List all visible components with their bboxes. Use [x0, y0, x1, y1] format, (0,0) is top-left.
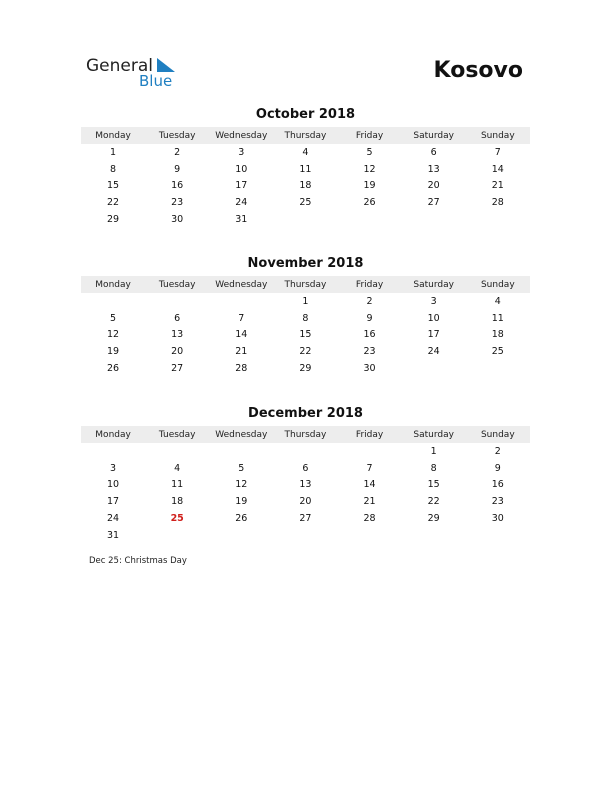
weekday-label: Friday	[355, 429, 384, 440]
day-cell: 4	[494, 295, 501, 307]
day-cell: 7	[238, 312, 245, 324]
weekday-label: Tuesday	[158, 130, 196, 141]
day-cell: 14	[491, 163, 504, 175]
day-cell: 3	[110, 462, 117, 474]
day-cell: 8	[302, 312, 309, 324]
month-calendar	[81, 256, 530, 377]
day-cell: 29	[299, 363, 312, 375]
day-cell: 19	[235, 496, 248, 508]
logo-triangle-icon	[157, 58, 175, 72]
month-calendar	[81, 107, 530, 228]
day-cell: 20	[171, 346, 184, 358]
day-cell: 13	[427, 163, 440, 175]
weekday-label: Sunday	[480, 279, 515, 290]
day-cell: 26	[363, 197, 376, 209]
day-cell: 18	[299, 180, 312, 192]
day-cell: 9	[174, 163, 181, 175]
day-cell: 26	[235, 513, 248, 525]
day-cell: 6	[302, 462, 309, 474]
week-row	[81, 477, 530, 494]
weekday-label: Wednesday	[215, 429, 268, 440]
day-cell: 4	[302, 146, 309, 158]
day-cell: 20	[299, 496, 312, 508]
day-cell: 28	[363, 513, 376, 525]
day-cell: 11	[299, 163, 312, 175]
logo-text-general: General	[86, 56, 153, 76]
weekday-label: Friday	[355, 279, 384, 290]
day-cell: 24	[427, 346, 440, 358]
day-cell: 12	[235, 479, 248, 491]
day-cell: 16	[171, 180, 184, 192]
day-cell: 5	[366, 146, 373, 158]
day-cell: 24	[235, 197, 248, 209]
week-row	[81, 493, 530, 510]
day-cell: 10	[427, 312, 440, 324]
day-cell: 31	[107, 529, 120, 541]
weekday-label: Thursday	[284, 429, 327, 440]
week-row	[81, 460, 530, 477]
weekday-label: Sunday	[480, 130, 515, 141]
day-cell: 5	[238, 462, 245, 474]
day-cell: 8	[110, 163, 117, 175]
weekday-label: Monday	[95, 279, 131, 290]
day-cell: 9	[366, 312, 373, 324]
weekday-label: Saturday	[413, 130, 454, 141]
day-cell: 1	[302, 295, 309, 307]
week-row	[81, 194, 530, 211]
day-cell: 17	[235, 180, 248, 192]
day-cell: 30	[363, 363, 376, 375]
day-cell: 16	[491, 479, 504, 491]
weekday-label: Tuesday	[158, 279, 196, 290]
month-calendar	[81, 406, 530, 544]
week-row	[81, 161, 530, 178]
day-cell: 21	[235, 346, 248, 358]
day-cell: 13	[299, 479, 312, 491]
day-cell: 1	[430, 445, 437, 457]
day-cell: 23	[491, 496, 504, 508]
week-row	[81, 178, 530, 195]
weekday-label: Saturday	[413, 279, 454, 290]
day-cell: 22	[107, 197, 120, 209]
day-cell: 4	[174, 462, 181, 474]
day-cell: 17	[107, 496, 120, 508]
day-cell: 19	[363, 180, 376, 192]
day-cell: 22	[427, 496, 440, 508]
day-cell: 7	[494, 146, 501, 158]
week-row	[81, 310, 530, 327]
day-cell: 3	[238, 146, 245, 158]
month-title: October 2018	[255, 107, 356, 122]
logo-text-blue: Blue	[139, 72, 173, 90]
weekday-label: Thursday	[284, 130, 327, 141]
day-cell-holiday: 25	[170, 513, 184, 525]
day-cell: 11	[171, 479, 184, 491]
day-cell: 24	[107, 513, 120, 525]
weekday-label: Monday	[95, 429, 131, 440]
day-cell: 20	[427, 180, 440, 192]
weekday-label: Sunday	[480, 429, 515, 440]
day-cell: 6	[174, 312, 181, 324]
month-title: December 2018	[248, 406, 363, 421]
week-row	[81, 144, 530, 161]
week-row	[81, 510, 530, 527]
holiday-notes: Dec 25: Christmas Day	[89, 556, 187, 566]
day-cell: 2	[366, 295, 373, 307]
day-cell: 21	[491, 180, 504, 192]
weekday-label: Tuesday	[158, 429, 196, 440]
day-cell: 2	[494, 445, 501, 457]
day-cell: 26	[107, 363, 120, 375]
day-cell: 15	[107, 180, 120, 192]
day-cell: 27	[299, 513, 312, 525]
month-title: November 2018	[247, 256, 364, 271]
weekday-header	[81, 127, 530, 144]
week-row	[81, 327, 530, 344]
day-cell: 15	[299, 329, 312, 341]
day-cell: 6	[430, 146, 437, 158]
week-row	[81, 527, 530, 544]
day-cell: 15	[427, 479, 440, 491]
day-cell: 2	[174, 146, 181, 158]
day-cell: 19	[107, 346, 120, 358]
day-cell: 9	[494, 462, 501, 474]
day-cell: 28	[235, 363, 248, 375]
day-cell: 18	[171, 496, 184, 508]
day-cell: 14	[363, 479, 376, 491]
day-cell: 13	[171, 329, 184, 341]
day-cell: 27	[427, 197, 440, 209]
country-title: Kosovo	[433, 58, 523, 83]
brand-logo	[86, 56, 186, 92]
day-cell: 17	[427, 329, 440, 341]
day-cell: 10	[235, 163, 248, 175]
weekday-label: Friday	[355, 130, 384, 141]
day-cell: 12	[107, 329, 120, 341]
weekday-header	[81, 276, 530, 293]
day-cell: 14	[235, 329, 248, 341]
week-row	[81, 211, 530, 228]
day-cell: 30	[171, 214, 184, 226]
day-cell: 29	[427, 513, 440, 525]
day-cell: 25	[299, 197, 312, 209]
day-cell: 31	[235, 214, 248, 226]
day-cell: 10	[107, 479, 120, 491]
day-cell: 3	[430, 295, 437, 307]
week-row	[81, 293, 530, 310]
day-cell: 23	[363, 346, 376, 358]
day-cell: 1	[110, 146, 117, 158]
day-cell: 29	[107, 214, 120, 226]
week-row	[81, 360, 530, 377]
weekday-label: Monday	[95, 130, 131, 141]
day-cell: 12	[363, 163, 376, 175]
day-cell: 8	[430, 462, 437, 474]
day-cell: 7	[366, 462, 373, 474]
day-cell: 16	[363, 329, 376, 341]
weekday-label: Thursday	[284, 279, 327, 290]
day-cell: 28	[491, 197, 504, 209]
day-cell: 22	[299, 346, 312, 358]
week-row	[81, 443, 530, 460]
day-cell: 23	[171, 197, 184, 209]
day-cell: 27	[171, 363, 184, 375]
day-cell: 30	[491, 513, 504, 525]
weekday-label: Wednesday	[215, 279, 268, 290]
weekday-label: Saturday	[413, 429, 454, 440]
weekday-header	[81, 426, 530, 443]
day-cell: 25	[491, 346, 504, 358]
week-row	[81, 343, 530, 360]
day-cell: 21	[363, 496, 376, 508]
day-cell: 5	[110, 312, 117, 324]
day-cell: 11	[491, 312, 504, 324]
weekday-label: Wednesday	[215, 130, 268, 141]
day-cell: 18	[491, 329, 504, 341]
